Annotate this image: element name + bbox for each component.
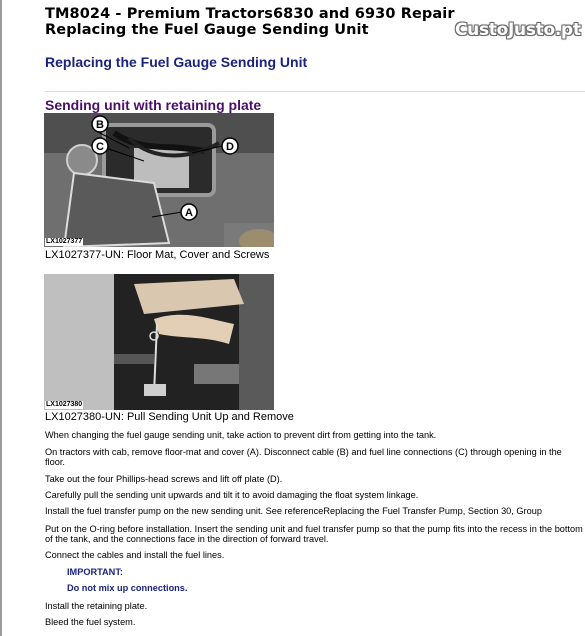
figure-sending-unit (44, 274, 274, 410)
callout-a (181, 204, 197, 220)
figure-tag: LX1027377 (46, 238, 83, 245)
paragraph: Carefully pull the sending unit upwards and tilt it to avoid damaging the float system linkage. (45, 490, 419, 500)
svg-text:C: C (96, 141, 104, 153)
important-label: IMPORTANT: (67, 567, 123, 577)
paragraph: of the tank, and the connections face in the direction of forward travel. (45, 534, 329, 544)
closing-step: Bleed the fuel system. (45, 617, 136, 627)
closing-step: Install the retaining plate. (45, 601, 148, 611)
svg-text:A: A (185, 207, 193, 219)
paragraph: When changing the fuel gauge sending unit, take action to prevent dirt from getting into the tank. (45, 430, 437, 440)
callout-c (92, 138, 108, 154)
paragraph: Connect the cables and install the fuel lines. (45, 550, 225, 560)
paragraph: Take out the four Phillips-head screws and lift off plate (D). (45, 474, 283, 484)
callout-d (222, 138, 238, 154)
figure-tag: LX1027380 (46, 401, 83, 408)
important-text: Do not mix up connections. (67, 583, 188, 593)
paragraph: floor. (45, 457, 65, 467)
figure-sending-unit-photo (44, 274, 274, 410)
paragraph: Install the fuel transfer pump on the new sending unit. See referenceReplacing the Fuel Transfer Pump, Section 30, Group (45, 506, 542, 516)
svg-text:D: D (226, 141, 234, 153)
divider (45, 91, 585, 92)
paragraph: Put on the O-ring before installation. Insert the sending unit and fuel transfer pump so that the pump fits into the recess in the bottom (45, 524, 583, 534)
title-line-1: TM8024 - Premium Tractors6830 and 6930 Repair (45, 6, 455, 22)
figure-caption: LX1027380-UN: Pull Sending Unit Up and Remove (45, 411, 294, 423)
figure-floor-mat-photo (44, 113, 274, 247)
figure-floor-mat (44, 113, 274, 247)
left-border (0, 0, 2, 636)
section-title: Replacing the Fuel Gauge Sending Unit (45, 54, 308, 70)
figure-caption: LX1027377-UN: Floor Mat, Cover and Screws (45, 249, 270, 261)
svg-text:B: B (96, 119, 104, 131)
subsection-title: Sending unit with retaining plate (45, 97, 262, 113)
paragraph: On tractors with cab, remove floor-mat and cover (A). Disconnect cable (B) and fuel line connections (C) through opening in the (45, 447, 562, 457)
callout-b (92, 116, 108, 132)
site-logo[interactable]: CustoJusto.pt (455, 20, 581, 40)
document-title (45, 6, 455, 38)
title-line-2: Replacing the Fuel Gauge Sending Unit (45, 22, 369, 38)
